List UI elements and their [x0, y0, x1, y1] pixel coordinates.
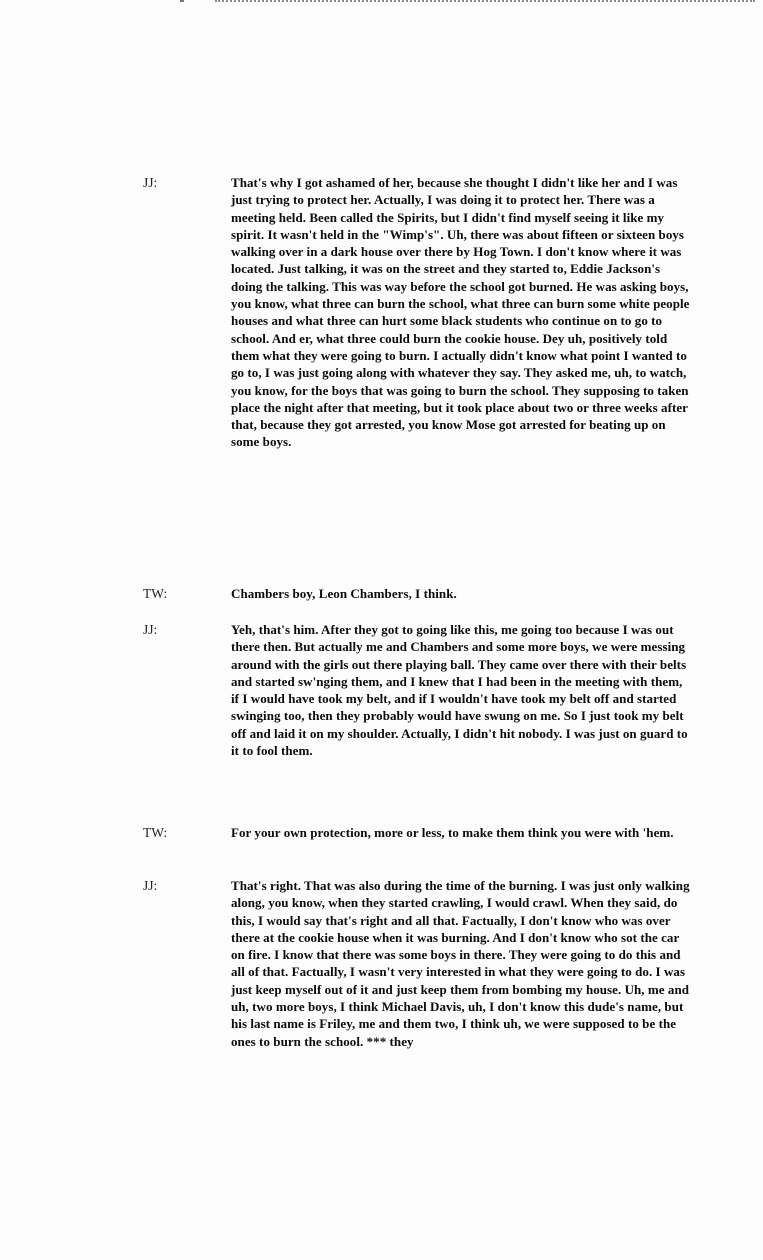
speaker-text: That's right. That was also during the time of the burning. I was just only walking along, you know, when they started crawling, I would crawl. When they said, do this, I would say that's right and all that. Factually, I don't know who was over there at the cookie house when it was burning. And I don't know who sot the car on fire. I know that there was some boys in there. They were going to do this and all of that. Factually, I wasn't very interested in what they were going to do. I was just keep myself out of it and just keep them from bombing my house. Uh, me and uh, two more boys, I think Michael Davis, uh, I don't know this dude's name, but his last name is Friley, me and them two, I think uh, we were supposed to be the ones to burn the school. *** they	[231, 878, 690, 1049]
speaker-text: Yeh, that's him. After they got to going like this, me going too because I was out there then. But actually me and Chambers and some more boys, we were messing around with the girls out there playing ball. They came over there with their belts and started sw'nging them, and I knew that I had been in the meeting with them, if I would have took my belt, and if I wouldn't have took my belt off and started swinging too, then they probably would have swung on me. So I just took my belt off and laid it on my shoulder. Actually, I didn't hit nobody. I was just on guard to it to fool them.	[231, 622, 688, 759]
speaker-text: For your own protection, more or less, to make them think you were with 'hem.	[231, 825, 674, 840]
speaker-label: TW:	[143, 825, 168, 840]
speaker-text: That's why I got ashamed of her, because she thought I didn't like her and I was just trying to protect her. Actually, I was doing it to protect her. There was a meeting held. Been called the Spirits, but I didn't find myself seeing it like my spirit. It wasn't held in the "Wimp's". Uh, there was about fifteen or sixteen boys walking over in a dark house over there by Hog Town. I don't know where it was located. Just talking, it was on the street and they started to, Eddie Jackson's doing the talking. This was way before the school got burned. He was asking boys, you know, what three can burn the school, what three can burn some white people houses and what three can hurt some black students who continue on to go to school. And er, what three could burn the cookie house. Dey uh, positively told them what they were going to burn. I actually didn't know what point I wanted to go to, I was just going along with whatever they say. They asked me, uh, to watch, you know, for the boys that was going to burn the school. They supposing to taken place the night after that meeting, but it took place about two or three weeks after that, because they got arrested, you know Mose got arrested for beating up on some boys.	[231, 175, 690, 450]
speaker-label: TW:	[143, 586, 168, 601]
top-edge-mark	[180, 0, 184, 2]
top-dotted-rule	[215, 0, 755, 4]
speaker-text: Chambers boy, Leon Chambers, I think.	[231, 586, 457, 601]
speaker-label: JJ:	[143, 622, 158, 637]
speaker-label: JJ:	[143, 175, 158, 190]
speaker-label: JJ:	[143, 878, 158, 893]
